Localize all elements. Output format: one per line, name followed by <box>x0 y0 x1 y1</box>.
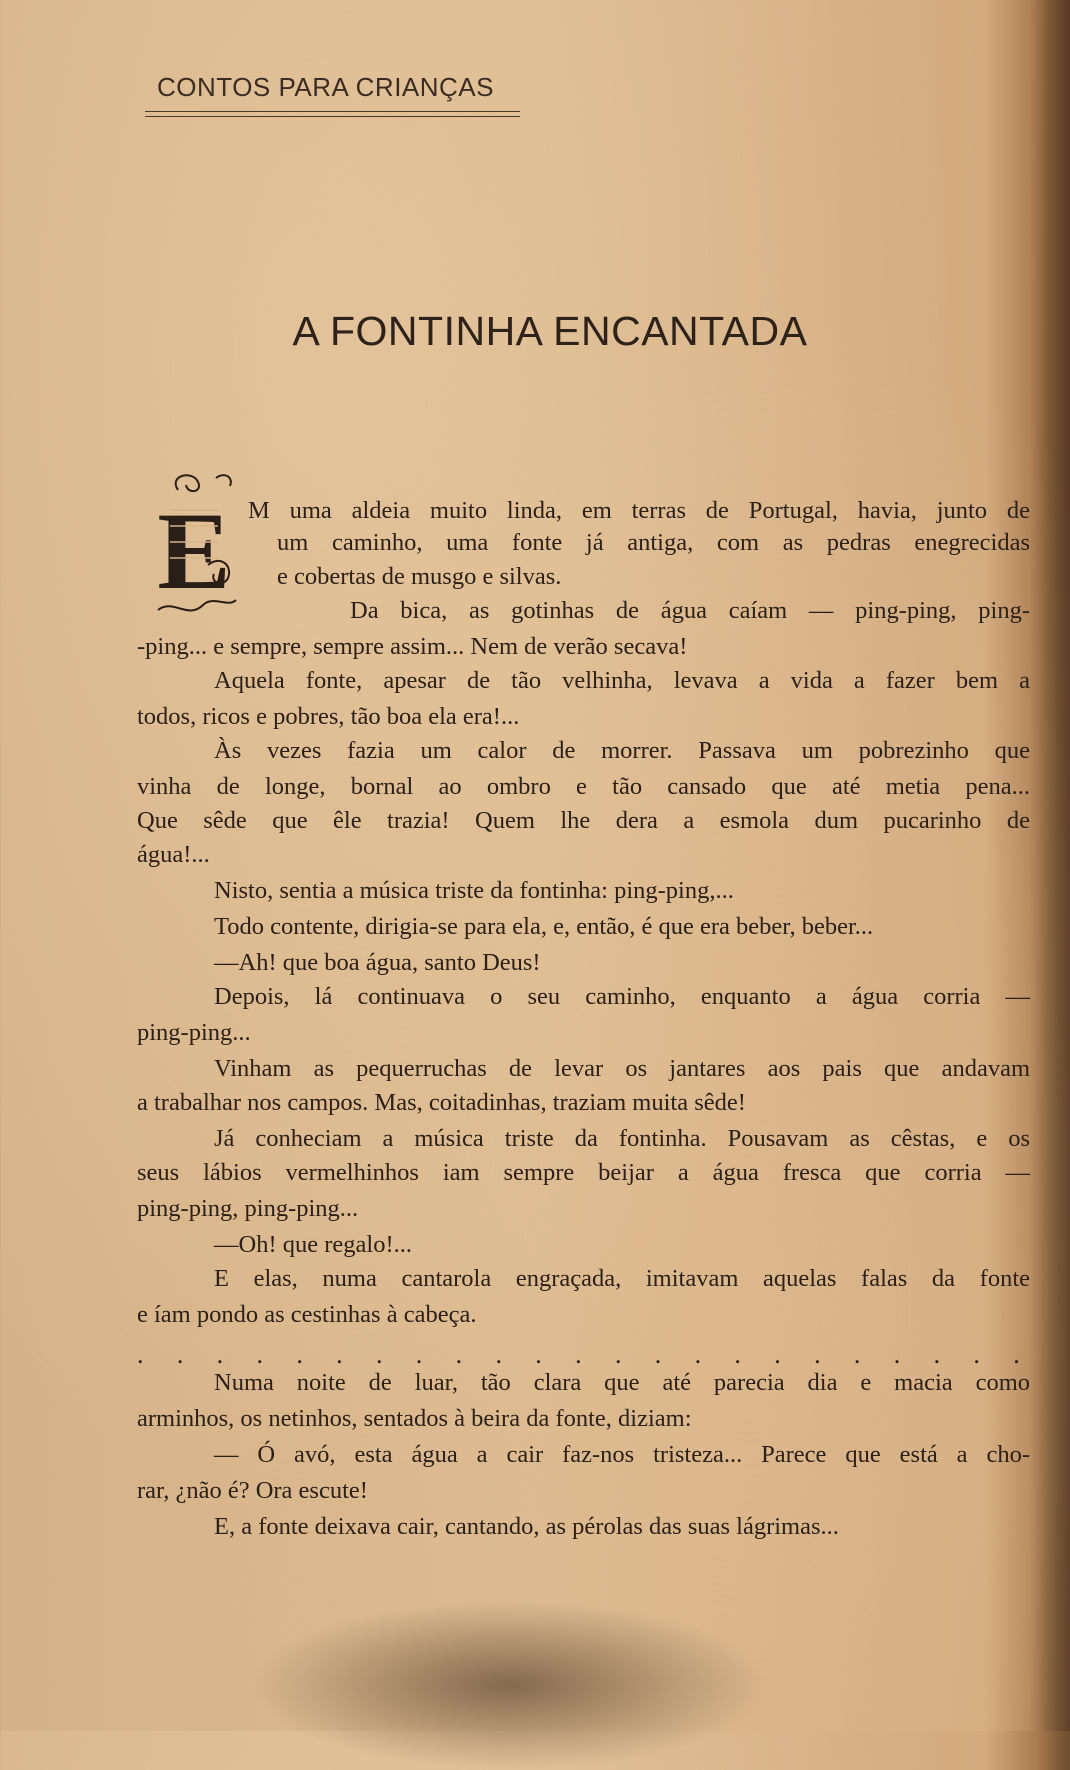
story-title: A FONTINHA ENCANTADA <box>292 308 808 354</box>
running-header: CONTOS PARA CRIANÇAS <box>157 72 494 102</box>
text-line: Numa noite de luar, tão clara que até parecia dia e macia como <box>214 1369 1030 1396</box>
text-line: e cobertas de musgo e silvas. <box>277 563 562 590</box>
section-break-dots: . . . . . . . . . . . . . . . . . . . . . . . <box>137 1340 1020 1369</box>
dropcap-ornament-icon <box>148 470 240 622</box>
text-line: e íam pondo as cestinhas à cabeça. <box>137 1301 477 1328</box>
page-edge-shadow <box>1030 0 1070 1731</box>
text-line: rar, ¿não é? Ora escute! <box>137 1477 368 1504</box>
text-line: ping-ping... <box>137 1019 251 1046</box>
text-line: — Ó avó, esta água a cair faz-nos tristeza... Parece que está a cho- <box>214 1441 1030 1468</box>
text-line: a trabalhar nos campos. Mas, coitadinhas, traziam muita sêde! <box>137 1089 746 1116</box>
text-line: arminhos, os netinhos, sentados à beira da fonte, diziam: <box>137 1405 692 1432</box>
text-line: água!... <box>137 841 210 868</box>
text-line: seus lábios vermelhinhos iam sempre beijar a água fresca que corria — <box>137 1159 1030 1186</box>
text-line: -ping... e sempre, sempre assim... Nem de verão secava! <box>137 633 688 660</box>
text-line: Aquela fonte, apesar de tão velhinha, levava a vida a fazer bem a <box>214 667 1030 694</box>
header-rule <box>145 111 520 117</box>
text-line: ping-ping, ping-ping... <box>137 1195 359 1222</box>
text-line: Às vezes fazia um calor de morrer. Passava um pobrezinho que <box>214 737 1030 764</box>
text-line: Vinham as pequerruchas de levar os jantares aos pais que andavam <box>214 1055 1030 1082</box>
text-line: —Oh! que regalo!... <box>214 1231 412 1258</box>
text-line: Já conheciam a música triste da fontinha. Pousavam as cêstas, e os <box>214 1125 1030 1152</box>
ink-smudge <box>250 1600 770 1770</box>
text-line: Que sêde que êle trazia! Quem lhe dera a esmola dum pucarinho de <box>137 807 1030 834</box>
text-line: Todo contente, dirigia-se para ela, e, então, é que era beber, beber... <box>214 913 874 940</box>
text-line: Nisto, sentia a música triste da fontinha: ping-ping,... <box>214 877 734 904</box>
dropcap-letter: E <box>157 490 231 612</box>
text-line: E elas, numa cantarola engraçada, imitavam aquelas falas da fonte <box>214 1265 1030 1292</box>
text-line: E, a fonte deixava cair, cantando, as pérolas das suas lágrimas... <box>214 1513 839 1540</box>
text-line: M uma aldeia muito linda, em terras de Portugal, havia, junto de <box>248 497 1030 524</box>
text-line: Da bica, as gotinhas de água caíam — ping-ping, ping- <box>350 597 1030 624</box>
text-line: vinha de longe, bornal ao ombro e tão cansado que até metia pena... <box>137 773 1030 800</box>
text-line: um caminho, uma fonte já antiga, com as pedras enegrecidas <box>277 529 1030 556</box>
text-line: —Ah! que boa água, santo Deus! <box>214 949 541 976</box>
text-line: todos, ricos e pobres, tão boa ela era!... <box>137 703 520 730</box>
text-line: Depois, lá continuava o seu caminho, enquanto a água corria — <box>214 983 1030 1010</box>
